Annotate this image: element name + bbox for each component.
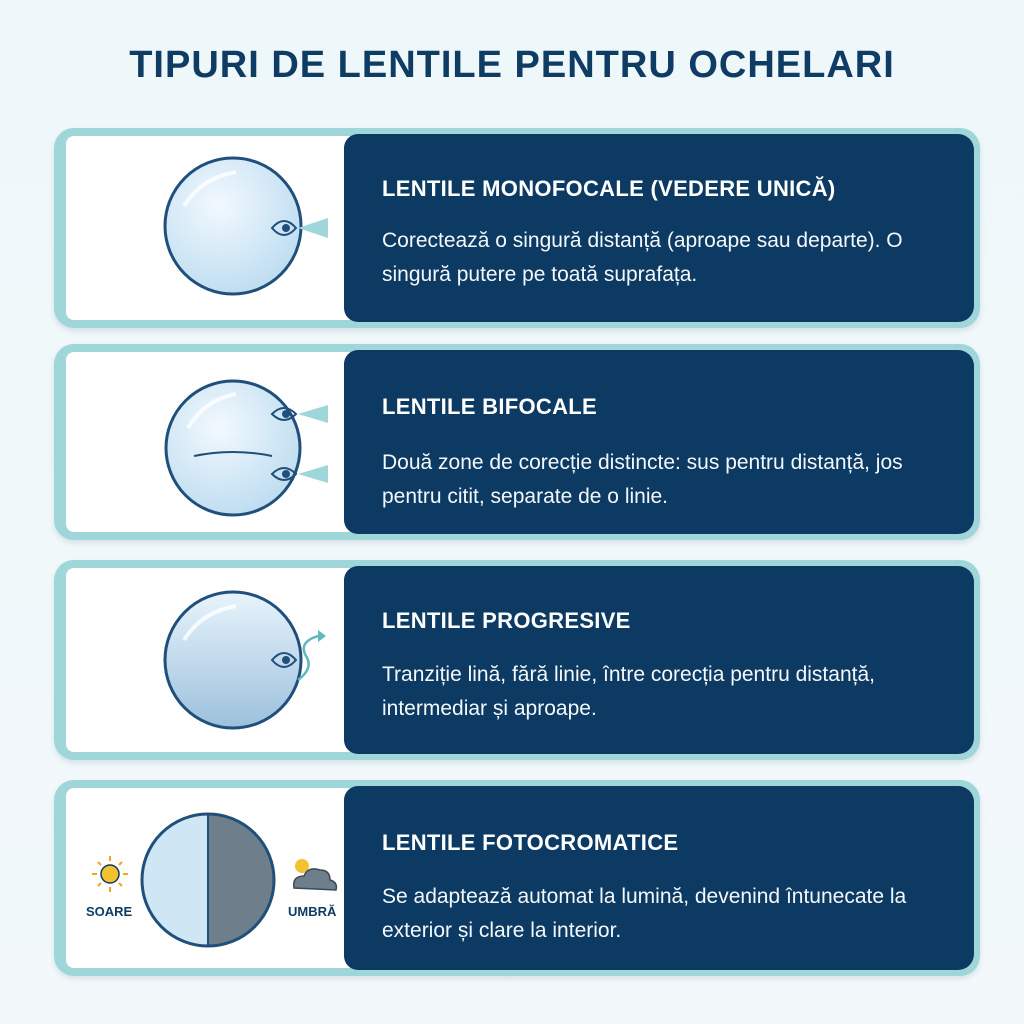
cloud-sun-icon [294,859,337,890]
card-monofocal-description: Corectează o singură distanță (aproape sau departe). O singură putere pe toată suprafața. [382,229,903,286]
card-photochromic-illustration [66,788,356,968]
card-photochromic-panel [344,786,974,970]
page-title: TIPURI DE LENTILE PENTRU OCHELARI [129,44,895,86]
photochromic-lens-icon [142,814,274,946]
bifocal-lens-icon [166,381,300,515]
sun-icon [92,856,128,892]
card-photochromic-heading: LENTILE FOTOCROMATICE [382,830,679,855]
card-progressive-description: Tranziție lină, fără linie, între corecția pentru distanță, intermediar și aproape. [382,663,875,720]
progressive-lens-icon [165,592,301,728]
card-bifocal-panel [344,350,974,534]
card-bifocal-heading: LENTILE BIFOCALE [382,394,598,419]
card-bifocal [54,344,980,540]
card-monofocal-illustration [66,136,356,320]
card-photochromic [54,780,980,976]
card-monofocal [54,128,980,328]
card-progressive-illustration [66,568,356,752]
card-monofocal-heading: LENTILE MONOFOCALE (VEDERE UNICĂ) [382,176,836,201]
card-progressive-heading: LENTILE PROGRESIVE [382,608,631,633]
card-bifocal-illustration [66,352,356,532]
card-progressive [54,560,980,760]
shade-label: UMBRĂ [288,904,337,919]
sun-label: SOARE [86,904,133,919]
card-progressive-panel [344,566,974,754]
card-monofocal-panel [344,134,974,322]
card-photochromic-description: Se adaptează automat la lumină, devenind întunecate la exterior și clare la interior. [382,885,907,942]
single-vision-lens-icon [165,158,301,294]
card-bifocal-description: Două zone de corecție distincte: sus pentru distanță, jos pentru citit, separate de o linie. [382,451,903,508]
